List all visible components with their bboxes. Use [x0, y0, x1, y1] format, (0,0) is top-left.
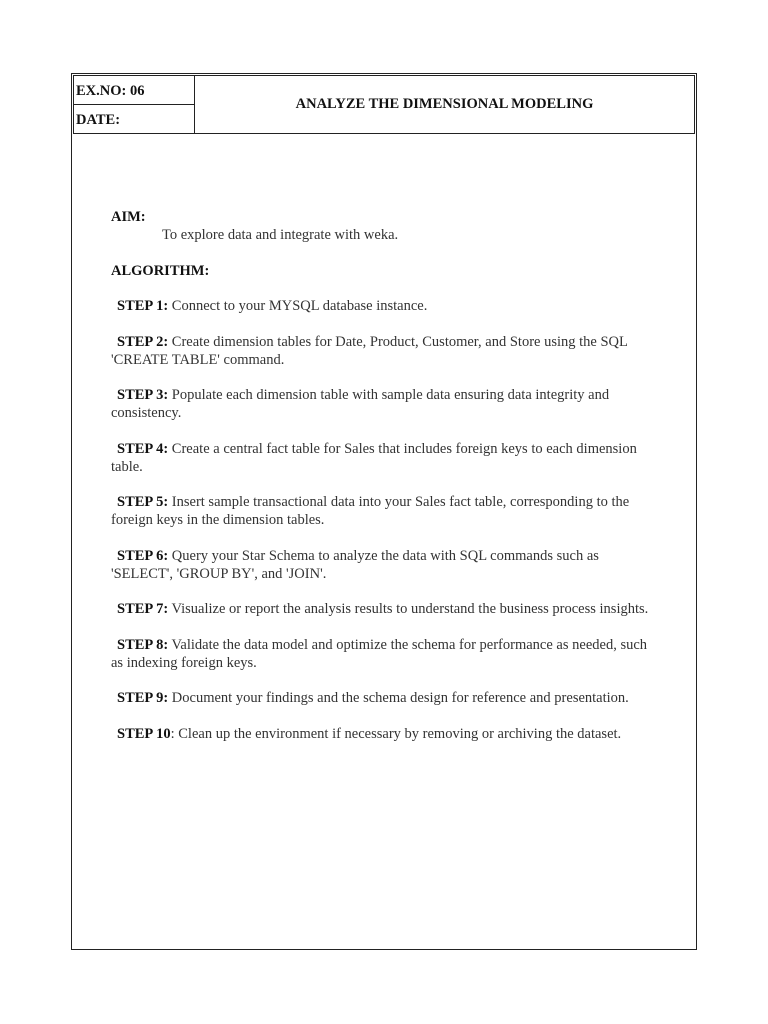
- step-text: Create a central fact table for Sales that includes foreign keys to each dimension table.: [111, 440, 637, 475]
- step-item: [111, 636, 656, 672]
- step-item: [111, 440, 656, 476]
- step-label: STEP 10: [117, 725, 171, 742]
- step-label: STEP 5:: [117, 494, 169, 510]
- step-item: [111, 297, 656, 315]
- step-text: Visualize or report the analysis results to understand the business process insights.: [168, 601, 649, 617]
- document-body: [111, 208, 656, 760]
- header-left-column: [74, 76, 195, 133]
- document-title: ANALYZE THE DIMENSIONAL MODELING: [295, 96, 594, 112]
- step-item: [111, 333, 656, 369]
- step-label: STEP 1:: [117, 298, 169, 314]
- aim-text: To explore data and integrate with weka.: [162, 227, 399, 243]
- step-label: STEP 6:: [117, 547, 169, 564]
- step-item: [111, 689, 656, 707]
- step-label: STEP 3:: [117, 387, 169, 403]
- aim-heading: AIM:: [111, 209, 146, 225]
- header-table: [73, 75, 695, 134]
- step-text: Query your Star Schema to analyze the data with SQL commands such as 'SELECT', 'GROUP BY', and 'JOIN'.: [111, 547, 599, 582]
- step-item: [111, 547, 656, 583]
- step-text: Validate the data model and optimize the schema for performance as needed, such as indexing foreign keys.: [111, 636, 648, 671]
- header-divider: [74, 104, 195, 105]
- exno-label: EX.NO: 06: [76, 83, 145, 99]
- step-label: STEP 4:: [117, 440, 169, 457]
- step-item: [111, 493, 656, 529]
- step-label: STEP 9:: [117, 690, 169, 706]
- step-text: Document your findings and the schema design for reference and presentation.: [168, 690, 629, 706]
- step-text: Create dimension tables for Date, Product, Customer, and Store using the SQL 'CREATE TABLE' command.: [111, 333, 628, 368]
- algorithm-heading: ALGORITHM:: [111, 263, 210, 279]
- step-text: Insert sample transactional data into your Sales fact table, corresponding to the foreign keys in the dimension tables.: [111, 494, 630, 528]
- step-item: [111, 600, 656, 618]
- step-text: Connect to your MYSQL database instance.: [168, 298, 428, 314]
- step-label: STEP 7:: [117, 601, 169, 617]
- step-text: Populate each dimension table with sample data ensuring data integrity and consistency.: [111, 387, 610, 421]
- step-item: [111, 386, 656, 422]
- step-text: : Clean up the environment if necessary by removing or archiving the dataset.: [170, 725, 622, 742]
- steps-list: [111, 297, 656, 743]
- step-label: STEP 8:: [117, 636, 169, 653]
- step-label: STEP 2:: [117, 333, 169, 350]
- step-item: [111, 725, 656, 743]
- date-label: DATE:: [76, 112, 121, 128]
